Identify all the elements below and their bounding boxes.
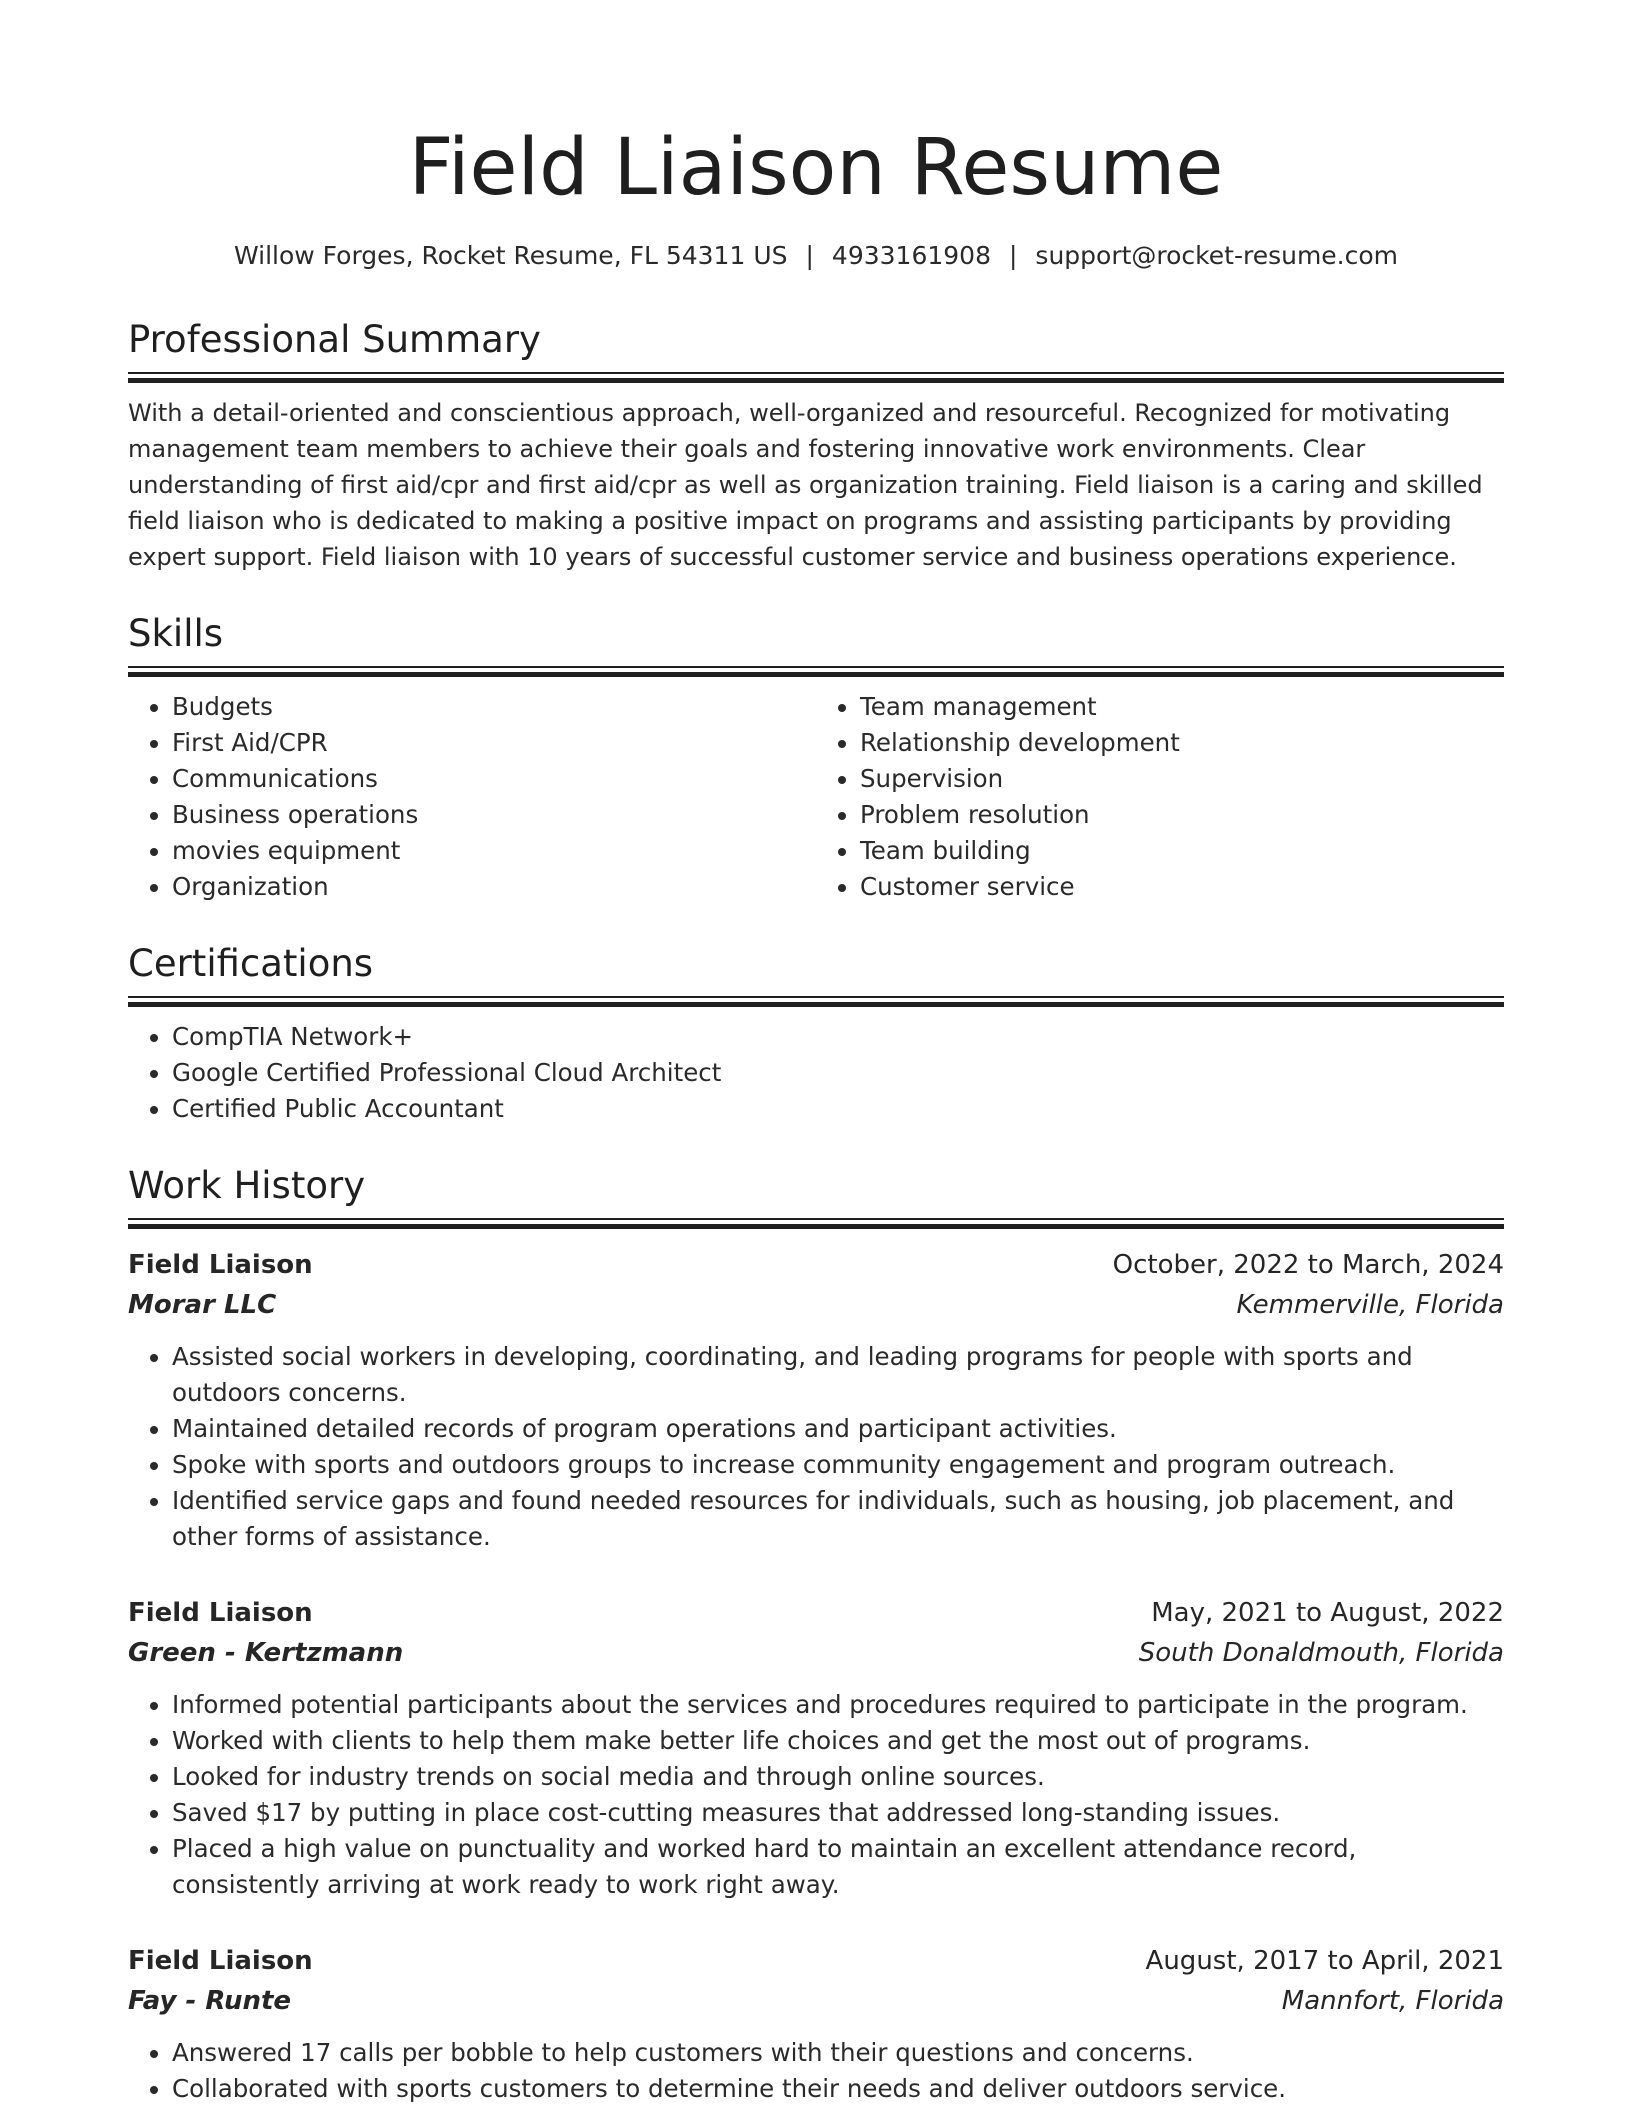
job-title: Field Liaison [128,1598,313,1628]
section-heading-summary: Professional Summary [128,318,541,361]
job-location: Mannfort, Florida [1281,1986,1504,2016]
list-item: • Budgets [172,689,816,725]
job-header-row [128,1245,1504,1285]
job-header-row [128,1593,1504,1633]
list-item: • Communications [172,761,816,797]
list-item: • Business operations [172,797,816,833]
contact-separator: | [1008,241,1018,270]
list-item: • Google Certified Professional Cloud Architect [172,1055,1504,1091]
job-company: Fay - Runte [128,1986,292,2016]
list-item: • Maintained detailed records of program operations and participant activities. [172,1411,1504,1447]
certifications-section [128,940,1504,1127]
job-bullets [128,1339,1504,1555]
section-heading-work-history: Work History [128,1164,366,1207]
job-location: Kemmerville, Florida [1236,1290,1504,1320]
list-item: • Collaborated with sports customers to determine their needs and deliver outdoors service. [172,2071,1504,2107]
list-item: • Saved $17 by putting in place cost-cutting measures that addressed long-standing issues. [172,1795,1504,1831]
job-bullets [128,2035,1504,2107]
job-dates: May, 2021 to August, 2022 [1151,1598,1504,1628]
section-heading-certifications: Certifications [128,942,374,985]
summary-text: With a detail-oriented and conscientious approach, well-organized and resourceful. Recognized for motivating management team members to achieve their goals and fostering innovative work environments. Clear understanding of first aid/cpr and first aid/cpr as well as organization training. Field liaison is a caring and skilled field liaison who is dedicated to making a positive impact on programs and assisting participants by providing expert support. Field liaison with 10 years of successful customer service and business operations experience. [128,399,1483,571]
skills-list-left [128,689,816,905]
job-bullets [128,1687,1504,1903]
job-location: South Donaldmouth, Florida [1138,1638,1504,1668]
list-item: • Team management [860,689,1504,725]
section-divider [128,666,1504,677]
section-divider [128,996,1504,1007]
job-company-row [128,1633,1504,1673]
list-item: • Worked with clients to help them make better life choices and get the most out of programs. [172,1723,1504,1759]
list-item: • Relationship development [860,725,1504,761]
contact-separator: | [805,241,814,270]
list-item: • movies equipment [172,833,816,869]
list-item: • CompTIA Network+ [172,1019,1504,1055]
list-item: • Organization [172,869,816,905]
contact-email[interactable]: support@rocket-resume.com [1035,241,1399,270]
section-divider [128,1218,1504,1229]
job-title: Field Liaison [128,1946,313,1976]
list-item: • Placed a high value on punctuality and worked hard to maintain an excellent attendance record, consistently arriving at work ready to work right away. [172,1831,1504,1903]
skills-list-right [816,689,1504,905]
list-item: • Team building [860,833,1504,869]
certifications-list [128,1019,1504,1127]
contact-line [128,236,1504,276]
section-divider [128,372,1504,383]
list-item: • Spoke with sports and outdoors groups to increase community engagement and program outreach. [172,1447,1504,1483]
job-title: Field Liaison [128,1250,313,1280]
resume-title: Field Liaison Resume [408,123,1224,213]
list-item: • Certified Public Accountant [172,1091,1504,1127]
skills-columns [128,689,1504,905]
work-history-section [128,1162,1504,2107]
list-item: • First Aid/CPR [172,725,816,761]
job-company-row [128,1981,1504,2021]
job-entry [128,1245,1504,1555]
contact-phone: 4933161908 [831,241,991,270]
list-item: • Supervision [860,761,1504,797]
job-company: Green - Kertzmann [128,1638,404,1668]
list-item: • Assisted social workers in developing, coordinating, and leading programs for people with sports and outdoors concerns. [172,1339,1504,1411]
list-item: • Answered 17 calls per bobble to help customers with their questions and concerns. [172,2035,1504,2071]
contact-address: Willow Forges, Rocket Resume, FL 54311 US [233,241,788,270]
job-entry [128,1593,1504,1903]
list-item: • Customer service [860,869,1504,905]
skills-section [128,610,1504,905]
job-company: Morar LLC [128,1290,277,1320]
job-company-row [128,1285,1504,1325]
list-item: • Identified service gaps and found needed resources for individuals, such as housing, job placement, and other forms of assistance. [172,1483,1504,1555]
list-item: • Looked for industry trends on social media and through online sources. [172,1759,1504,1795]
summary-section [128,316,1504,575]
list-item: • Informed potential participants about the services and procedures required to participate in the program. [172,1687,1504,1723]
section-heading-skills: Skills [128,612,224,655]
job-entry [128,1941,1504,2107]
job-dates: August, 2017 to April, 2021 [1145,1946,1504,1976]
job-header-row [128,1941,1504,1981]
list-item: • Problem resolution [860,797,1504,833]
job-dates: October, 2022 to March, 2024 [1112,1250,1504,1280]
